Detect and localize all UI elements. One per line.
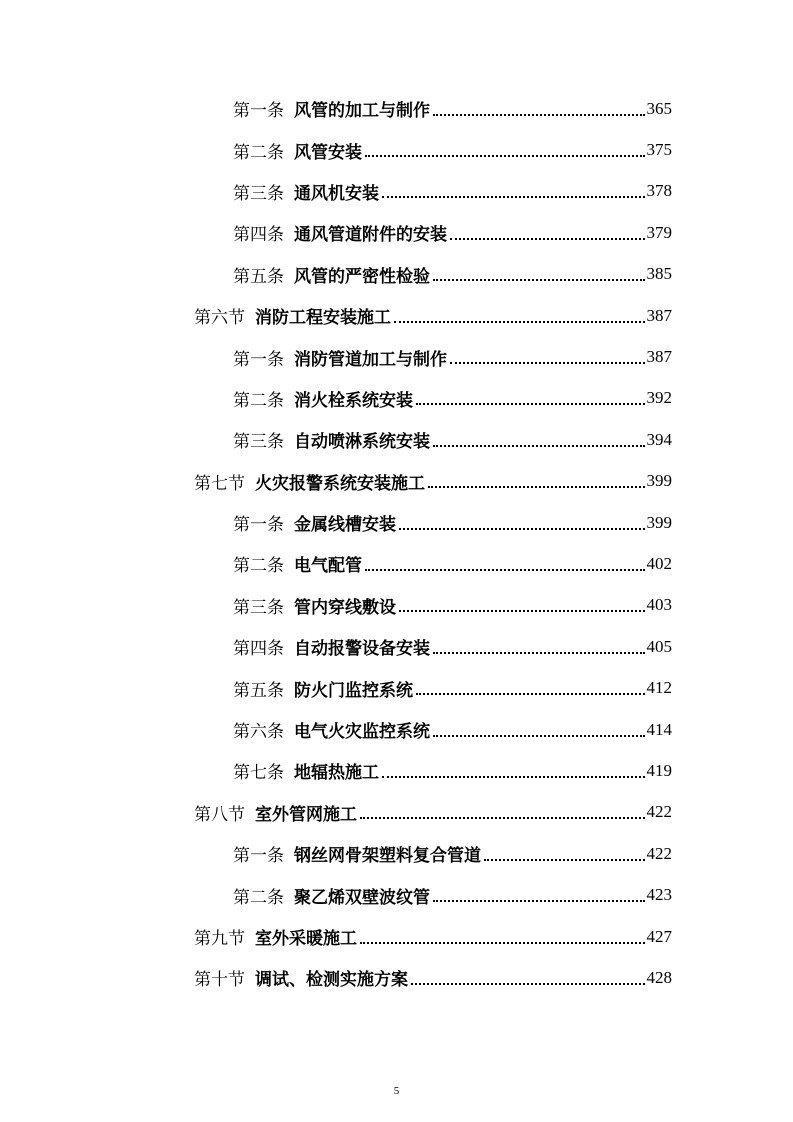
toc-entry-title: 自动报警设备安装 <box>294 639 430 660</box>
toc-entry-number: 第七节 <box>194 473 245 494</box>
toc-entry-title: 通风机安装 <box>294 183 379 204</box>
toc-entry-page: 394 <box>646 429 672 449</box>
toc-entry[interactable] <box>0 667 793 708</box>
toc-entry-page: 422 <box>646 843 672 863</box>
toc-entry-title: 防火门监控系统 <box>294 680 413 701</box>
toc-entry-title: 电气火灾监控系统 <box>294 722 430 743</box>
toc-entry-page: 428 <box>646 967 672 987</box>
dot-leader <box>433 735 645 737</box>
toc-section[interactable] <box>0 792 793 833</box>
toc-entry-number: 第十节 <box>194 970 245 991</box>
toc-entry[interactable] <box>0 543 793 584</box>
toc-entry-page: 399 <box>646 512 672 532</box>
toc-entry-title: 火灾报警系统安装施工 <box>255 473 425 494</box>
dot-leader <box>382 196 645 198</box>
toc-entry[interactable] <box>0 502 793 543</box>
dot-leader <box>433 900 645 902</box>
toc-entry-page: 403 <box>646 595 672 615</box>
toc-entry[interactable] <box>0 585 793 626</box>
toc-section[interactable] <box>0 916 793 957</box>
toc-entry-number: 第七条 <box>233 763 284 784</box>
dot-leader <box>433 279 645 281</box>
toc-entry-number: 第三条 <box>233 432 284 453</box>
dot-leader <box>450 362 645 364</box>
toc-entry-page: 402 <box>646 553 672 573</box>
toc-entry-number: 第九节 <box>194 929 245 949</box>
dot-leader <box>399 610 645 612</box>
toc-entry-number: 第五条 <box>233 266 284 287</box>
toc-entry-number: 第一条 <box>233 101 284 122</box>
dot-leader <box>433 652 645 654</box>
dot-leader <box>411 983 645 985</box>
toc-entry-page: 385 <box>646 264 672 284</box>
toc-entry[interactable] <box>0 254 793 295</box>
toc-entry[interactable] <box>0 88 793 129</box>
dot-leader <box>360 817 645 819</box>
toc-entry[interactable] <box>0 171 793 212</box>
dot-leader <box>433 114 645 116</box>
page-number: 5 <box>393 1085 400 1097</box>
toc-entry-page: 412 <box>646 678 672 698</box>
toc-entry-title: 聚乙烯双壁波纹管 <box>294 887 430 908</box>
toc-entry-page: 419 <box>646 760 672 780</box>
toc-entry[interactable] <box>0 750 793 791</box>
toc-entry-number: 第二条 <box>233 887 284 908</box>
toc-entry-number: 第三条 <box>233 597 284 618</box>
toc-entry-number: 第一条 <box>233 349 284 370</box>
toc-entry-page: 378 <box>646 181 672 201</box>
dot-leader <box>484 859 645 861</box>
toc-entry-title: 金属线槽安装 <box>294 515 396 536</box>
table-of-contents <box>0 88 793 999</box>
dot-leader <box>394 321 645 323</box>
toc-entry-number: 第二条 <box>233 142 284 163</box>
toc-section[interactable] <box>0 461 793 502</box>
toc-entry[interactable] <box>0 874 793 915</box>
toc-entry-title: 消防管道加工与制作 <box>294 349 447 370</box>
dot-leader <box>382 776 645 778</box>
toc-entry-title: 室外采暖施工 <box>255 929 357 949</box>
toc-entry-title: 室外管网施工 <box>255 804 357 825</box>
dot-leader <box>365 155 645 157</box>
dot-leader <box>433 445 645 447</box>
toc-entry-number: 第一条 <box>233 515 284 536</box>
toc-section[interactable] <box>0 295 793 336</box>
toc-entry-title: 消火栓系统安装 <box>294 390 413 411</box>
dot-leader <box>428 486 645 488</box>
toc-entry-title: 钢丝网骨架塑料复合管道 <box>294 846 481 867</box>
toc-entry-title: 自动喷淋系统安装 <box>294 432 430 453</box>
toc-entry-page: 422 <box>646 802 672 822</box>
toc-entry-page: 379 <box>646 222 672 242</box>
toc-entry-number: 第二条 <box>233 390 284 411</box>
toc-entry-page: 392 <box>646 388 672 408</box>
toc-entry[interactable] <box>0 212 793 253</box>
dot-leader <box>416 693 645 695</box>
toc-entry-page: 414 <box>646 719 672 739</box>
toc-entry-title: 电气配管 <box>294 556 362 577</box>
toc-entry[interactable] <box>0 626 793 667</box>
toc-entry-page: 365 <box>646 98 672 118</box>
dot-leader <box>416 403 645 405</box>
dot-leader <box>360 942 645 944</box>
toc-entry[interactable] <box>0 378 793 419</box>
toc-entry[interactable] <box>0 336 793 377</box>
toc-entry-number: 第八节 <box>194 804 245 825</box>
toc-entry-title: 消防工程安装施工 <box>255 308 391 329</box>
toc-entry-title: 调试、检测实施方案 <box>255 970 408 991</box>
toc-entry[interactable] <box>0 419 793 460</box>
toc-entry[interactable] <box>0 709 793 750</box>
toc-entry-title: 风管的严密性检验 <box>294 266 430 287</box>
dot-leader <box>450 238 645 240</box>
toc-entry-number: 第三条 <box>233 183 284 204</box>
toc-entry-number: 第五条 <box>233 680 284 701</box>
toc-entry-title: 风管的加工与制作 <box>294 101 430 122</box>
toc-entry-page: 399 <box>646 471 672 491</box>
toc-entry-page: 427 <box>646 926 672 946</box>
toc-entry-title: 通风管道附件的安装 <box>294 225 447 246</box>
toc-entry-page: 387 <box>646 347 672 367</box>
toc-entry-number: 第四条 <box>233 225 284 246</box>
toc-entry-page: 405 <box>646 636 672 656</box>
toc-entry[interactable] <box>0 129 793 170</box>
toc-entry-page: 375 <box>646 140 672 160</box>
toc-entry-page: 423 <box>646 885 672 905</box>
dot-leader <box>399 528 645 530</box>
toc-entry-title: 地辐热施工 <box>294 763 379 784</box>
toc-entry-title: 风管安装 <box>294 142 362 163</box>
toc-entry-number: 第六节 <box>194 308 245 329</box>
toc-entry-title: 管内穿线敷设 <box>294 597 396 618</box>
toc-entry-number: 第二条 <box>233 556 284 577</box>
toc-entry-number: 第四条 <box>233 639 284 660</box>
toc-entry-page: 387 <box>646 305 672 325</box>
toc-section[interactable] <box>0 957 793 998</box>
toc-entry-number: 第六条 <box>233 722 284 743</box>
dot-leader <box>365 569 645 571</box>
toc-entry[interactable] <box>0 833 793 874</box>
toc-entry-number: 第一条 <box>233 846 284 867</box>
